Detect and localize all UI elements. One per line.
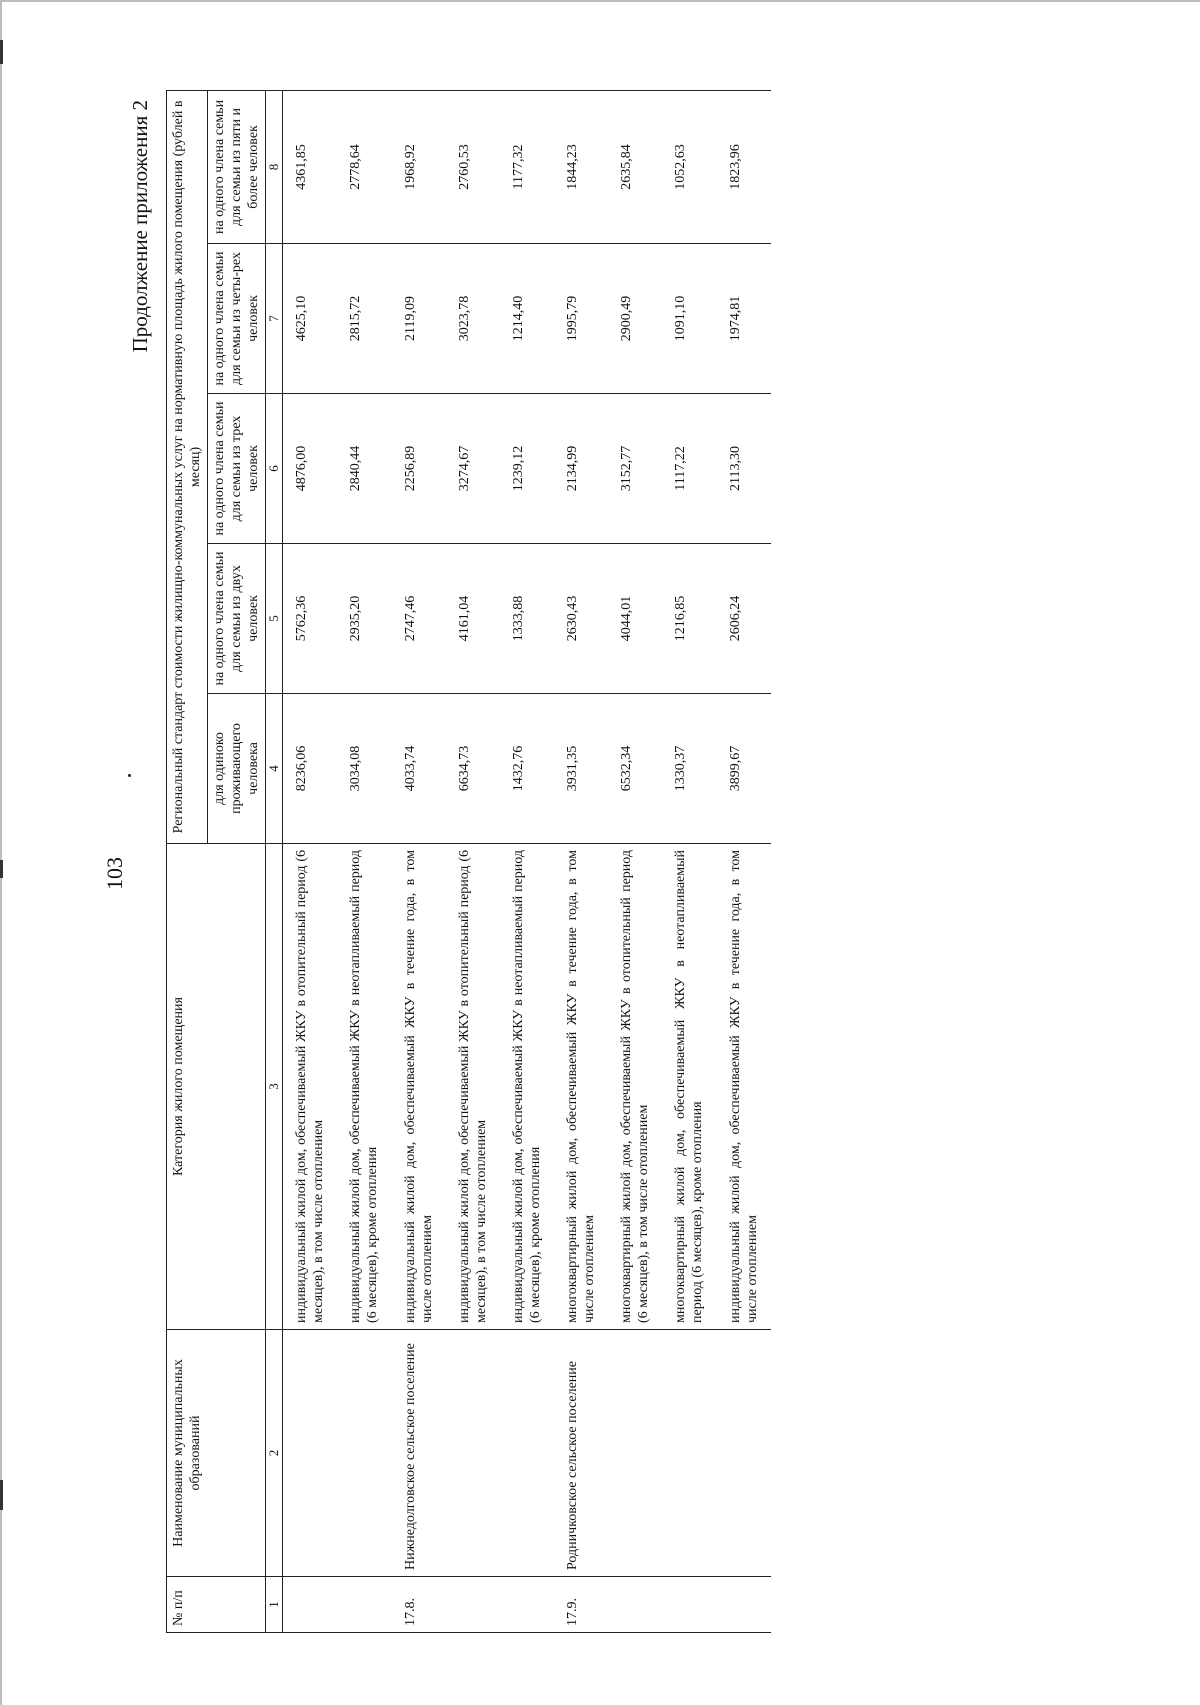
municipality-name: Родничковское сельское поселение (554, 1330, 608, 1577)
value-two: 2630,43 (554, 544, 608, 694)
municipality-name (500, 1330, 554, 1577)
row-number (500, 1577, 554, 1633)
housing-category: индивидуальный жилой дом, обеспечиваемый ЖКУ в отопительный период (6 месяцев), в том числе отоплением (446, 844, 500, 1330)
column-number: 5 (266, 544, 283, 694)
table-header (167, 90, 283, 1632)
header-number: № п/п (167, 1577, 266, 1633)
housing-category: индивидуальный жилой дом, обеспечиваемый ЖКУ в неотапливаемый период (6 месяцев), кроме отопления (337, 844, 391, 1330)
row-number (337, 1577, 391, 1633)
municipality-name (608, 1330, 662, 1577)
column-number: 7 (266, 244, 283, 394)
value-five-plus: 1823,96 (717, 90, 771, 243)
value-three: 2113,30 (717, 394, 771, 544)
municipality-name (717, 1330, 771, 1577)
value-three: 1117,22 (662, 394, 716, 544)
municipality-name (337, 1330, 391, 1577)
value-four: 1214,40 (500, 244, 554, 394)
value-four: 2815,72 (337, 244, 391, 394)
table-row (554, 90, 608, 1632)
value-five-plus: 2778,64 (337, 90, 391, 243)
value-two: 5762,36 (283, 544, 338, 694)
table-row (717, 90, 771, 1632)
value-three: 3152,77 (608, 394, 662, 544)
header-three: на одного члена семьи для семьи из трех человек (208, 394, 266, 544)
header-single: для одиноко проживающего человека (208, 694, 266, 844)
housing-category: индивидуальный жилой дом, обеспечиваемый ЖКУ в течение года, в том числе отоплением (392, 844, 446, 1330)
municipality-name (283, 1330, 338, 1577)
row-number: 17.8. (392, 1577, 446, 1633)
value-four: 1091,10 (662, 244, 716, 394)
housing-category: многоквартирный жилой дом, обеспечиваемый ЖКУ в течение года, в том числе отоплением (554, 844, 608, 1330)
value-five-plus: 1052,63 (662, 90, 716, 243)
column-number: 6 (266, 394, 283, 544)
value-five-plus: 1844,23 (554, 90, 608, 243)
value-single: 3931,35 (554, 694, 608, 844)
header-four: на одного члена семьи для семьи из четы-рех человек (208, 244, 266, 394)
value-four: 3023,78 (446, 244, 500, 394)
table-row (337, 90, 391, 1632)
housing-category: индивидуальный жилой дом, обеспечиваемый ЖКУ в течение года, в том числе отоплением (717, 844, 771, 1330)
header-two: на одного члена семьи для семьи из двух человек (208, 544, 266, 694)
header-category: Категория жилого помещения (167, 844, 266, 1330)
row-number (662, 1577, 716, 1633)
municipality-name: Нижнедолговское сельское поселение (392, 1330, 446, 1577)
value-two: 1333,88 (500, 544, 554, 694)
value-single: 4033,74 (392, 694, 446, 844)
column-number: 2 (266, 1330, 283, 1577)
value-three: 2134,99 (554, 394, 608, 544)
housing-category: многоквартирный жилой дом, обеспечиваемый ЖКУ в отопительный период (6 месяцев), в том числе отоплением (608, 844, 662, 1330)
page-number: 103 (102, 857, 127, 890)
value-single: 6634,73 (446, 694, 500, 844)
value-five-plus: 2635,84 (608, 90, 662, 243)
row-number: 17.9. (554, 1577, 608, 1633)
row-number (283, 1577, 338, 1633)
row-number (608, 1577, 662, 1633)
housing-category: индивидуальный жилой дом, обеспечиваемый ЖКУ в неотапливаемый период (6 месяцев), кроме отопления (500, 844, 554, 1330)
column-number: 3 (266, 844, 283, 1330)
appendix-title: Продолжение приложения 2 (128, 100, 152, 353)
column-number: 1 (266, 1577, 283, 1633)
tariff-table (166, 90, 771, 1633)
value-three: 2256,89 (392, 394, 446, 544)
value-four: 2119,09 (392, 244, 446, 394)
table-row (446, 90, 500, 1632)
value-two: 2747,46 (392, 544, 446, 694)
value-five-plus: 1968,92 (392, 90, 446, 243)
table-row (283, 90, 338, 1632)
value-two: 4044,01 (608, 544, 662, 694)
value-single: 1432,76 (500, 694, 554, 844)
scan-speck (128, 774, 131, 777)
value-three: 1239,12 (500, 394, 554, 544)
table-row (662, 90, 716, 1632)
municipality-name (662, 1330, 716, 1577)
value-single: 3034,08 (337, 694, 391, 844)
table-row (392, 90, 446, 1632)
housing-category: многоквартирный жилой дом, обеспечиваемый ЖКУ в неотапливаемый период (6 месяцев), кроме отопления (662, 844, 716, 1330)
value-three: 2840,44 (337, 394, 391, 544)
value-five-plus: 4361,85 (283, 90, 338, 243)
municipality-name (446, 1330, 500, 1577)
value-four: 4625,10 (283, 244, 338, 394)
value-two: 2606,24 (717, 544, 771, 694)
table-row (500, 90, 554, 1632)
value-four: 2900,49 (608, 244, 662, 394)
row-number (446, 1577, 500, 1633)
value-two: 2935,20 (337, 544, 391, 694)
value-five-plus: 1177,32 (500, 90, 554, 243)
header-municipality: Наименование муниципальных образований (167, 1330, 266, 1577)
table-row (608, 90, 662, 1632)
value-single: 3899,67 (717, 694, 771, 844)
row-number (717, 1577, 771, 1633)
value-single: 6532,34 (608, 694, 662, 844)
header-standard-group: Региональный стандарт стоимости жилищно-коммунальных услуг на нормативную площадь жилого помещения (рублей в месяц) (167, 90, 208, 843)
value-two: 4161,04 (446, 544, 500, 694)
column-number-row (266, 90, 283, 1632)
value-four: 1974,81 (717, 244, 771, 394)
column-number: 4 (266, 694, 283, 844)
table-body (283, 90, 771, 1632)
housing-category: индивидуальный жилой дом, обеспечиваемый ЖКУ в отопительный период (6 месяцев), в том числе отоплением (283, 844, 338, 1330)
value-single: 1330,37 (662, 694, 716, 844)
value-three: 4876,00 (283, 394, 338, 544)
value-single: 8236,06 (283, 694, 338, 844)
value-two: 1216,85 (662, 544, 716, 694)
column-number: 8 (266, 90, 283, 243)
value-three: 3274,67 (446, 394, 500, 544)
header-five-plus: на одного члена семьи для семьи из пяти и более человек (208, 90, 266, 243)
value-five-plus: 2760,53 (446, 90, 500, 243)
value-four: 1995,79 (554, 244, 608, 394)
